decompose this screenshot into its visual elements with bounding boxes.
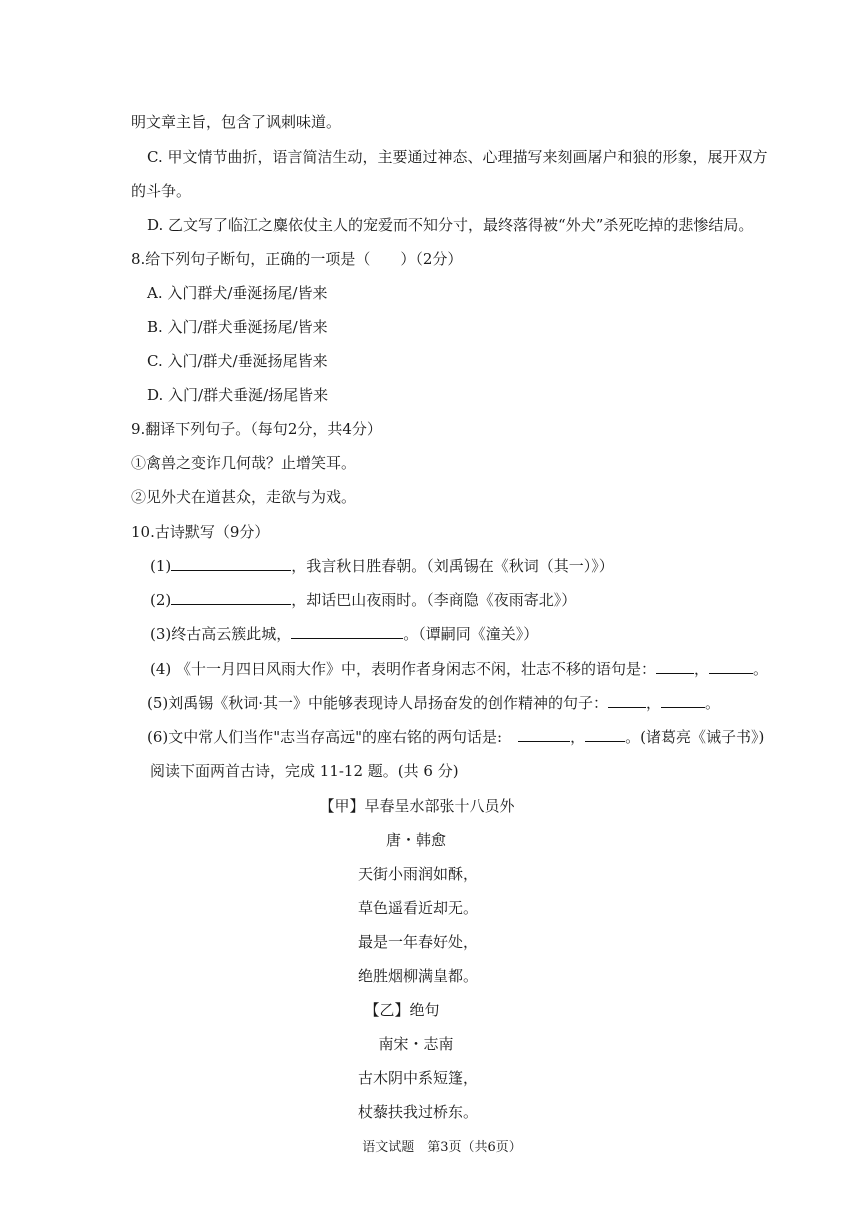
q8-option-a: A. 入门群犬/垂涎扬尾/皆来 xyxy=(147,284,328,302)
poem-2-author: 南宋・志南 xyxy=(378,1035,454,1053)
q10-item-1 xyxy=(150,556,614,576)
q7-option-c-line1: C. 甲文情节曲折，语言简洁生动，主要通过神态、心理描写来刻画屠户和狼的形象，展开双方 xyxy=(147,148,768,166)
q10-item-1-blank[interactable] xyxy=(171,556,291,571)
q10-item-5-text: (5)刘禹锡《秋词·其一》中能够表现诗人昂扬奋发的创作精神的句子： xyxy=(147,694,609,712)
q10-item-5-blank-1[interactable] xyxy=(608,693,646,708)
q10-item-4-blank-2[interactable] xyxy=(709,659,753,674)
q10-item-5-blank-2[interactable] xyxy=(661,693,705,708)
q10-item-2 xyxy=(150,590,576,610)
q10-item-5-comma: ， xyxy=(646,694,662,712)
q9-stem: 9.翻译下列句子。（每句2分，共4分） xyxy=(131,420,382,438)
q8-option-d: D. 入门/群犬垂涎/扬尾皆来 xyxy=(147,386,329,404)
q9-item-2: ②见外犬在道甚众，走欲与为戏。 xyxy=(131,488,357,506)
q8-option-c: C. 入门/群犬/垂涎扬尾皆来 xyxy=(147,352,328,370)
poem-2-title: 【乙】绝句 xyxy=(364,1001,440,1019)
q10-item-3-tail: 。（谭嗣同《潼关》） xyxy=(403,625,539,643)
q7-option-c-line2: 的斗争。 xyxy=(131,182,192,200)
page-footer: 语文试题 第3页（共6页） xyxy=(362,1140,522,1155)
q10-item-4-blank-1[interactable] xyxy=(656,659,694,674)
q10-item-4-period: 。 xyxy=(753,660,769,678)
q8-stem: 8.给下列句子断句，正确的一项是（ ）（2分） xyxy=(131,250,463,268)
q10-item-5-period: 。 xyxy=(705,694,721,712)
q10-item-1-number: (1) xyxy=(150,557,172,575)
q10-item-3 xyxy=(150,624,538,644)
q10-item-3-blank[interactable] xyxy=(291,624,403,639)
poem-1-author: 唐・韩愈 xyxy=(385,831,446,849)
q10-item-2-number: (2) xyxy=(150,591,172,609)
poem-2-line: 古木阴中系短篷， xyxy=(357,1069,478,1087)
poem-1-title: 【甲】早春呈水部张十八员外 xyxy=(319,797,515,815)
q7-option-b-continuation: 明文章主旨，包含了讽刺味道。 xyxy=(131,113,342,131)
q10-item-3-text: (3)终古高云簇此城， xyxy=(150,625,292,643)
q10-item-6-tail: 。(诸葛亮《诫子书》) xyxy=(625,728,765,746)
q10-item-6-blank-1[interactable] xyxy=(518,727,570,742)
q9-item-1: ①禽兽之变诈几何哉？止增笑耳。 xyxy=(131,454,357,472)
q10-stem: 10.古诗默写（9分） xyxy=(131,523,270,541)
q10-item-4 xyxy=(150,659,768,679)
reading-intro: 阅读下面两首古诗，完成 11-12 题。(共 6 分) xyxy=(150,762,459,780)
q7-option-d: D. 乙文写了临江之麋依仗主人的宠爱而不知分寸，最终落得被“外犬”杀死吃掉的悲惨结局。 xyxy=(147,216,754,234)
q10-item-6-comma: ， xyxy=(570,728,586,746)
q8-option-b: B. 入门/群犬垂涎扬尾/皆来 xyxy=(147,318,328,336)
q10-item-4-comma: ， xyxy=(694,660,710,678)
poem-1-line: 草色遥看近却无。 xyxy=(357,899,478,917)
q10-item-1-text: ，我言秋日胜春朝。（刘禹锡在《秋词（其一）》） xyxy=(291,557,614,575)
q10-item-2-blank[interactable] xyxy=(171,590,291,605)
poem-2-line: 杖藜扶我过桥东。 xyxy=(357,1103,478,1121)
poem-1-line: 最是一年春好处， xyxy=(357,933,478,951)
q10-item-4-text: (4) 《十一月四日风雨大作》中，表明作者身闲志不闲，壮志不移的语句是： xyxy=(150,660,657,678)
q10-item-6-blank-2[interactable] xyxy=(585,727,625,742)
q10-item-6 xyxy=(147,727,764,747)
q10-item-2-text: ，却话巴山夜雨时。（李商隐《夜雨寄北》） xyxy=(291,591,577,609)
q10-item-6-text: (6)文中常人们当作"志当存高远"的座右铭的两句话是: xyxy=(147,728,503,746)
poem-1-line: 天街小雨润如酥， xyxy=(357,865,478,883)
poem-1-line: 绝胜烟柳满皇都。 xyxy=(357,967,478,985)
q10-item-5 xyxy=(147,693,720,713)
